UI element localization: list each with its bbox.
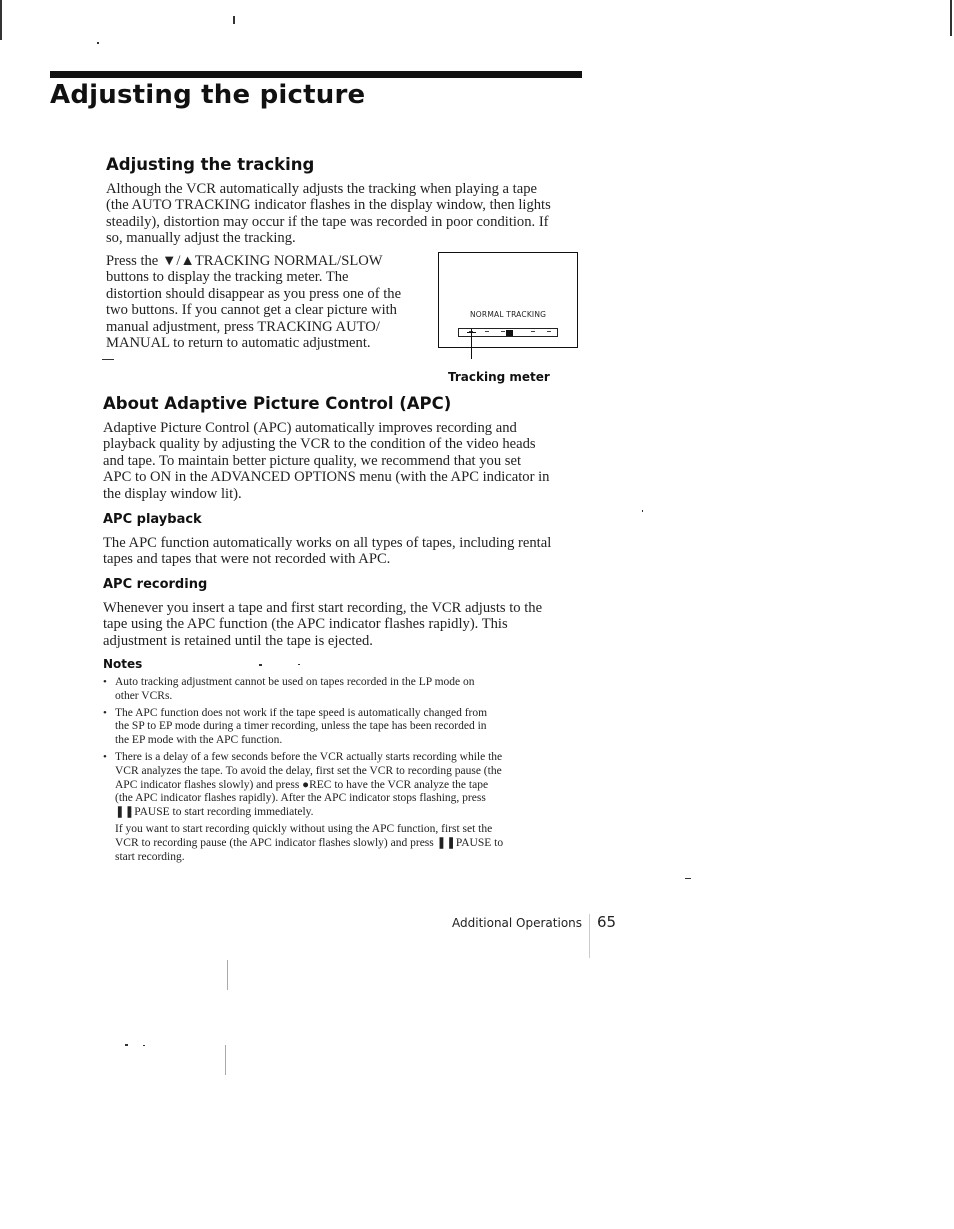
apc-intro-line: the display window lit). — [103, 485, 242, 502]
scan-speck — [97, 42, 99, 44]
bullet-icon: • — [103, 676, 107, 688]
note-extra-line: VCR to recording pause (the APC indicator flashes slowly) and press ❚❚PAUSE to — [115, 836, 504, 849]
meter-tick — [485, 331, 489, 332]
title-rule — [50, 71, 582, 78]
notes-title: Notes — [103, 657, 143, 671]
tracking-instruction-line: two buttons. If you cannot get a clear picture with — [106, 302, 397, 319]
tracking-instruction-line: Press the ▼/▲TRACKING NORMAL/SLOW — [106, 253, 383, 269]
scan-edge-mark — [0, 0, 2, 40]
note-line: other VCRs. — [115, 689, 173, 702]
meter-tick — [531, 331, 535, 332]
note-line: VCR analyzes the tape. To avoid the delay, first set the VCR to recording pause (the — [115, 764, 502, 777]
note-item — [103, 676, 583, 704]
scan-speck — [642, 510, 643, 512]
apc-recording-heading: APC recording — [103, 577, 208, 592]
bullet-icon: • — [103, 750, 107, 763]
page-number: 65 — [597, 913, 617, 931]
tracking-intro-line: steadily), distortion may occur if the tape was recorded in poor condition. If — [106, 213, 549, 230]
apc-playback-body — [103, 535, 583, 568]
note-line: The APC function does not work if the tape speed is automatically changed from — [115, 706, 488, 719]
apc-intro — [103, 420, 583, 502]
scan-speck — [298, 664, 300, 665]
tracking-instruction-line: MANUAL to return to automatic adjustment. — [106, 335, 371, 352]
note-line: Auto tracking adjustment cannot be used on tapes recorded in the LP mode on — [115, 676, 475, 688]
tracking-instruction-line: buttons to display the tracking meter. The — [106, 269, 349, 286]
apc-recording-line: adjustment is retained until the tape is ejected. — [103, 632, 373, 649]
scan-edge-mark — [950, 0, 952, 36]
footer-section-name: Additional Operations — [452, 916, 583, 930]
note-item — [103, 751, 583, 820]
tracking-meter-caption: Tracking meter — [448, 370, 550, 384]
apc-intro-line: playback quality by adjusting the VCR to the condition of the video heads — [103, 436, 536, 453]
meter-tick — [547, 331, 551, 332]
meter-callout-line — [471, 329, 472, 359]
meter-tick — [501, 331, 505, 332]
scan-speck — [125, 1044, 128, 1046]
apc-intro-line: APC to ON in the ADVANCED OPTIONS menu (with the APC indicator in — [103, 469, 550, 486]
apc-intro-line: Adaptive Picture Control (APC) automatically improves recording and — [103, 420, 517, 436]
scan-speck — [143, 1045, 145, 1046]
apc-intro-line: and tape. To maintain better picture quality, we recommend that you set — [103, 452, 522, 469]
apc-playback-line: The APC function automatically works on all types of tapes, including rental — [103, 535, 552, 551]
scan-speck — [685, 878, 691, 879]
page-title: Adjusting the picture — [50, 80, 366, 110]
tracking-heading: Adjusting the tracking — [106, 155, 315, 174]
note-line: ❚❚PAUSE to start recording immediately. — [115, 806, 314, 819]
notes-extra — [115, 823, 583, 864]
scan-speck — [227, 960, 228, 990]
scan-speck — [225, 1045, 226, 1075]
tracking-intro-line: Although the VCR automatically adjusts the tracking when playing a tape — [106, 181, 537, 197]
note-extra-line: start recording. — [115, 850, 185, 863]
note-item — [103, 707, 583, 748]
tracking-instructions — [106, 253, 431, 351]
note-line: APC indicator flashes slowly) and press ●REC to have the VCR analyze the tape — [115, 778, 489, 791]
scan-speck — [233, 16, 235, 24]
tracking-meter-indicator — [506, 330, 513, 336]
meter-callout-tick — [467, 332, 476, 333]
note-line: the EP mode with the APC function. — [115, 734, 283, 747]
apc-playback-heading: APC playback — [103, 512, 202, 527]
notes-list — [103, 676, 583, 823]
apc-playback-line: tapes and tapes that were not recorded with APC. — [103, 551, 391, 568]
note-line: There is a delay of a few seconds before the VCR actually starts recording while the — [115, 750, 503, 763]
tracking-intro-line: (the AUTO TRACKING indicator flashes in the display window, then lights — [106, 197, 551, 214]
apc-recording-line: Whenever you insert a tape and first start recording, the VCR adjusts to the — [103, 600, 543, 616]
footer-divider — [589, 914, 590, 958]
apc-recording-line: tape using the APC function (the APC indicator flashes rapidly). This — [103, 616, 508, 633]
tracking-instruction-line: distortion should disappear as you press one of the — [106, 285, 402, 302]
apc-heading: About Adaptive Picture Control (APC) — [103, 394, 452, 413]
tracking-intro — [106, 181, 586, 247]
note-line: the SP to EP mode during a timer recording, unless the tape has been recorded in — [115, 720, 487, 733]
scan-speck — [102, 359, 114, 360]
note-extra-line: If you want to start recording quickly without using the APC function, first set the — [115, 823, 493, 835]
scan-speck — [259, 664, 262, 666]
tracking-instruction-line: manual adjustment, press TRACKING AUTO/ — [106, 318, 380, 335]
apc-recording-body — [103, 600, 583, 649]
tracking-intro-line: so, manually adjust the tracking. — [106, 230, 296, 247]
bullet-icon: • — [103, 706, 107, 719]
note-line: (the APC indicator flashes rapidly). After the APC indicator stops flashing, press — [115, 792, 486, 805]
tracking-meter-label: NORMAL TRACKING — [470, 310, 547, 319]
